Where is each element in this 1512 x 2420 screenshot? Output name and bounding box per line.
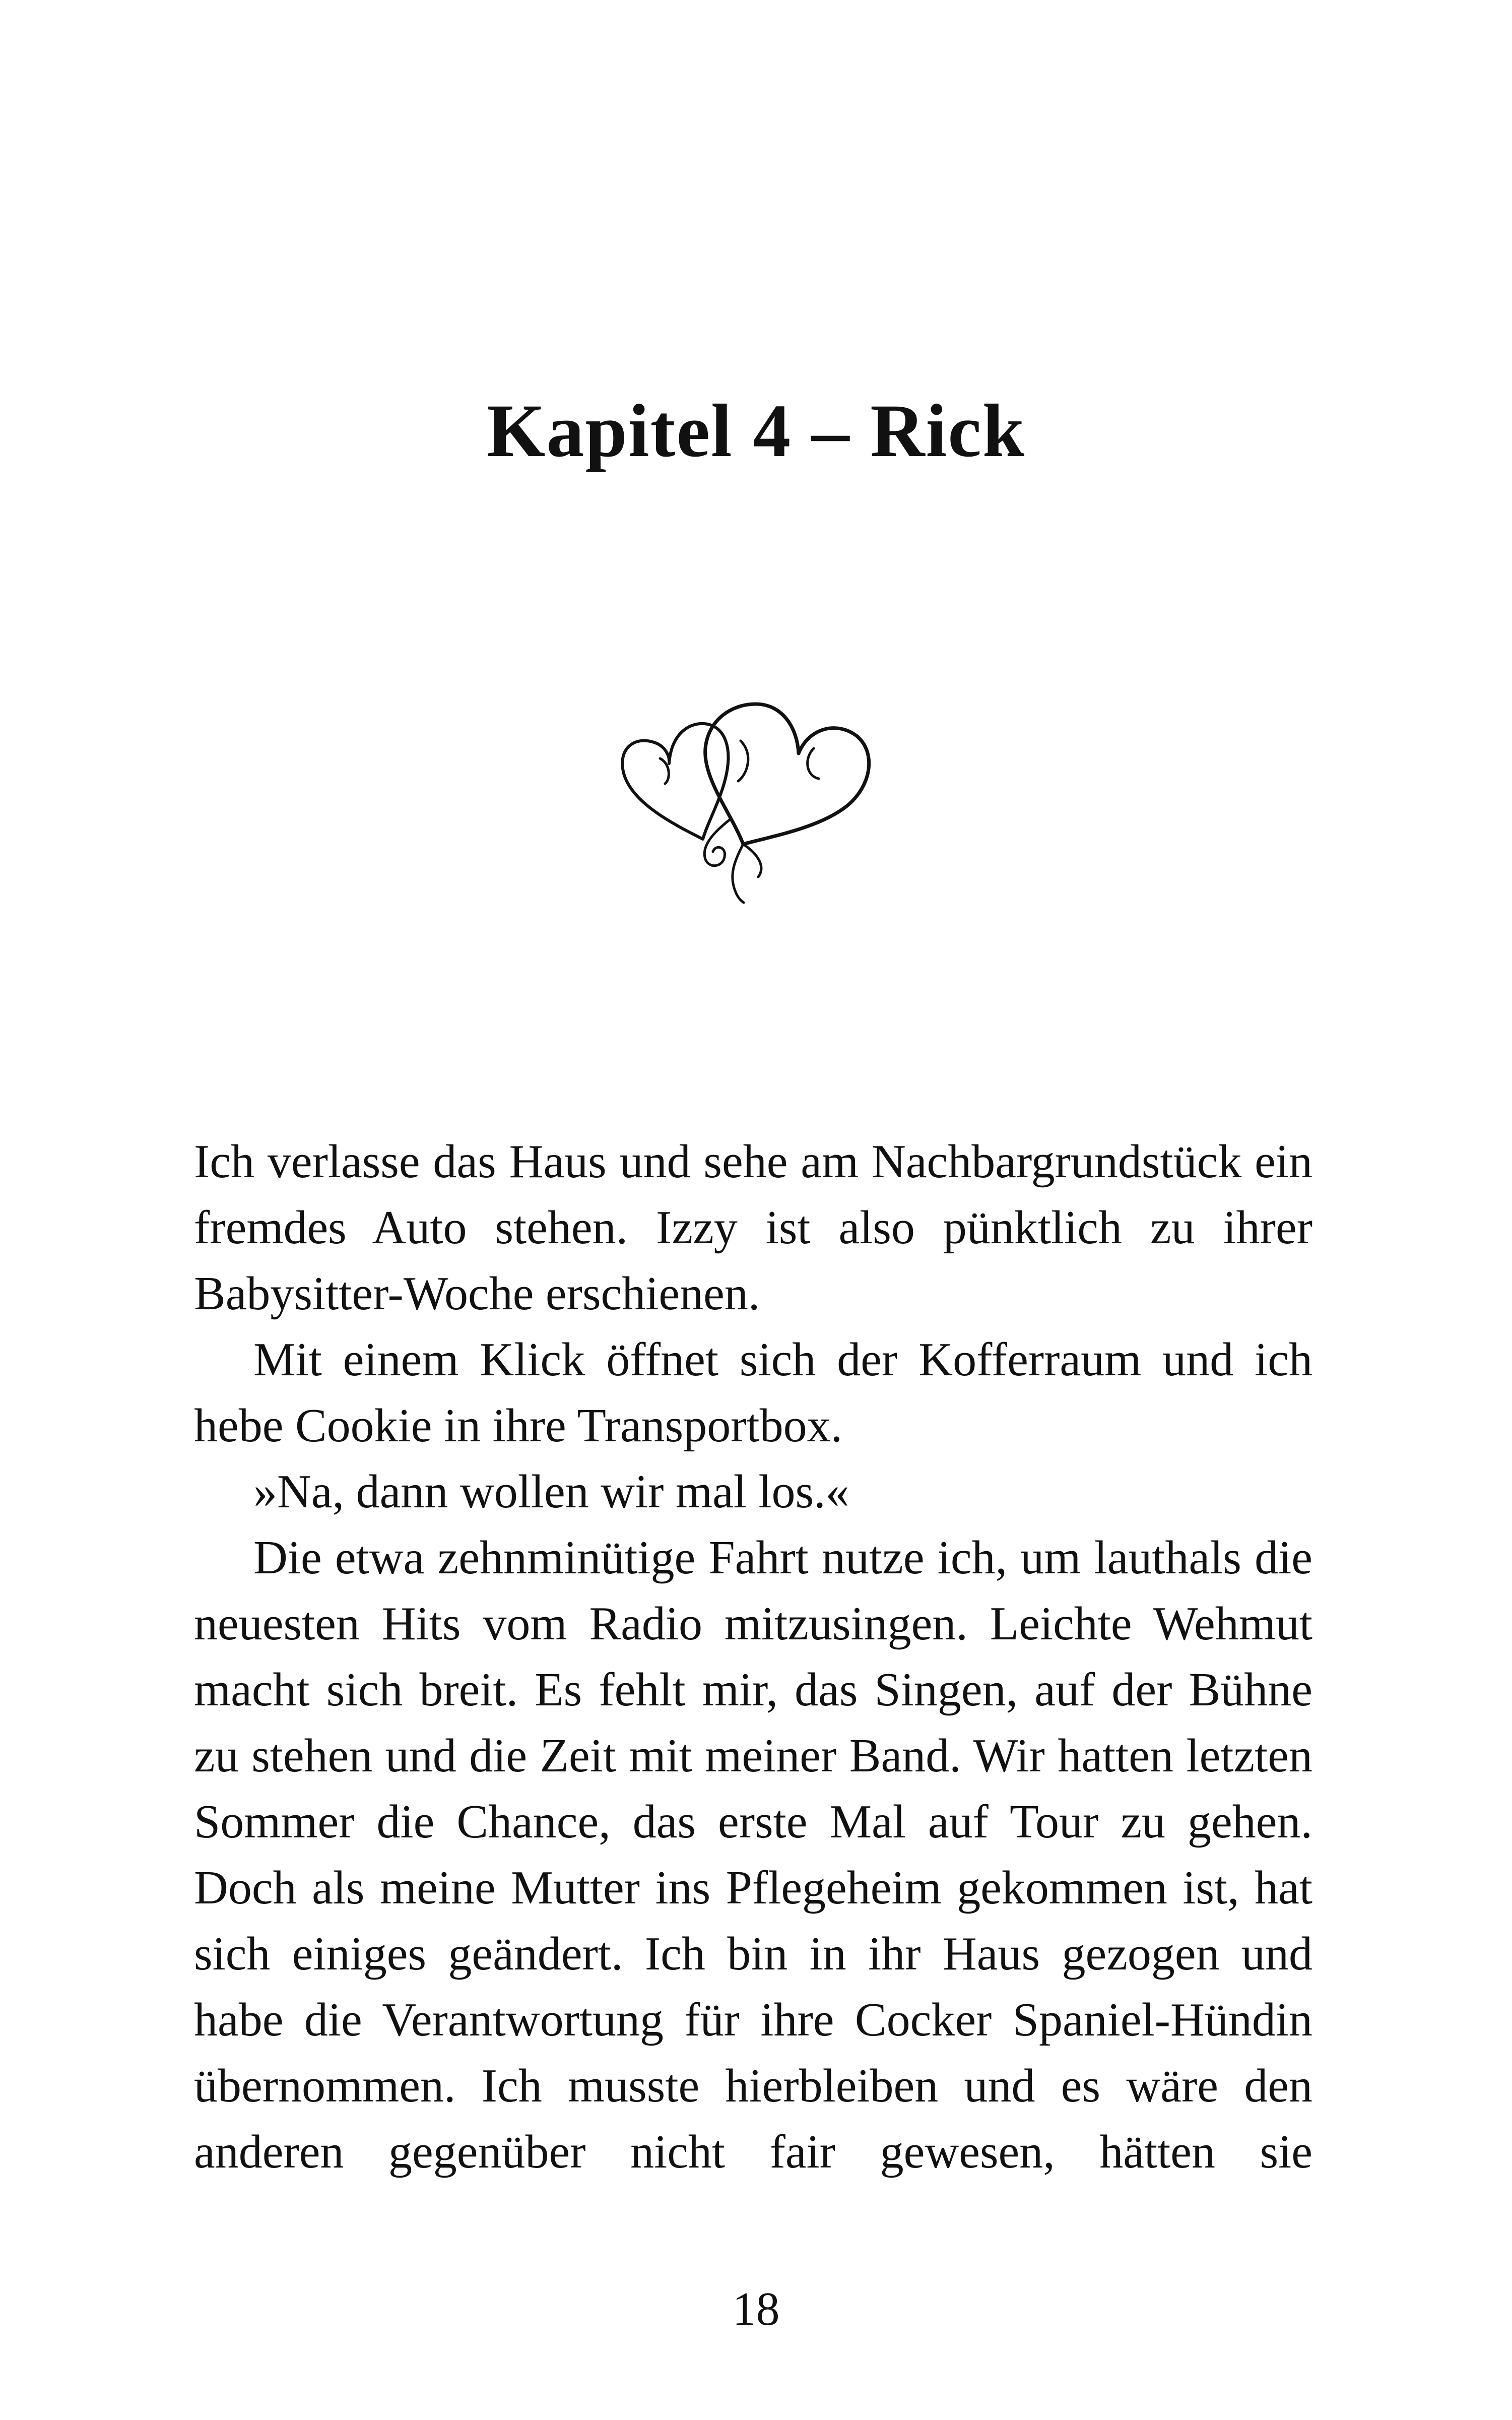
paragraph: Die etwa zehnminütige Fahrt nutze ich, um lauthals die neuesten Hits vom Radio mitzusingen. Leichte Wehmut macht sich breit. Es fehlt mir, das Singen, auf der Bühne zu stehen und die Zeit mit meiner Band. Wir hatten letzten Sommer die Chance, das erste Mal auf Tour zu gehen. Doch als meine Mutter ins Pflegeheim gekommen ist, hat sich einiges geändert. Ich bin in ihr Haus gezogen und habe die Verantwortung für ihre Cocker Spaniel-Hündin übernommen. Ich musste hierbleiben und es wäre den anderen gegenüber nicht fair gewesen, hätten sie bbox=[194, 1532, 1312, 2178]
page-number: 18 bbox=[732, 2283, 780, 2335]
chapter-body bbox=[194, 1129, 1312, 2185]
two-hearts-ornament-icon bbox=[615, 693, 877, 905]
paragraph: »Na, dann wollen wir mal los.« bbox=[253, 1466, 849, 1518]
paragraph: Ich verlasse das Haus und sehe am Nachbargrundstück ein fremdes Auto stehen. Izzy ist also pünktlich zu ihrer Babysitter-Woche erschienen. bbox=[194, 1135, 1312, 1320]
chapter-title: Kapitel 4 – Rick bbox=[486, 389, 1026, 473]
paragraph: Mit einem Klick öffnet sich der Kofferraum und ich hebe Cookie in ihre Transportbox. bbox=[194, 1333, 1312, 1452]
